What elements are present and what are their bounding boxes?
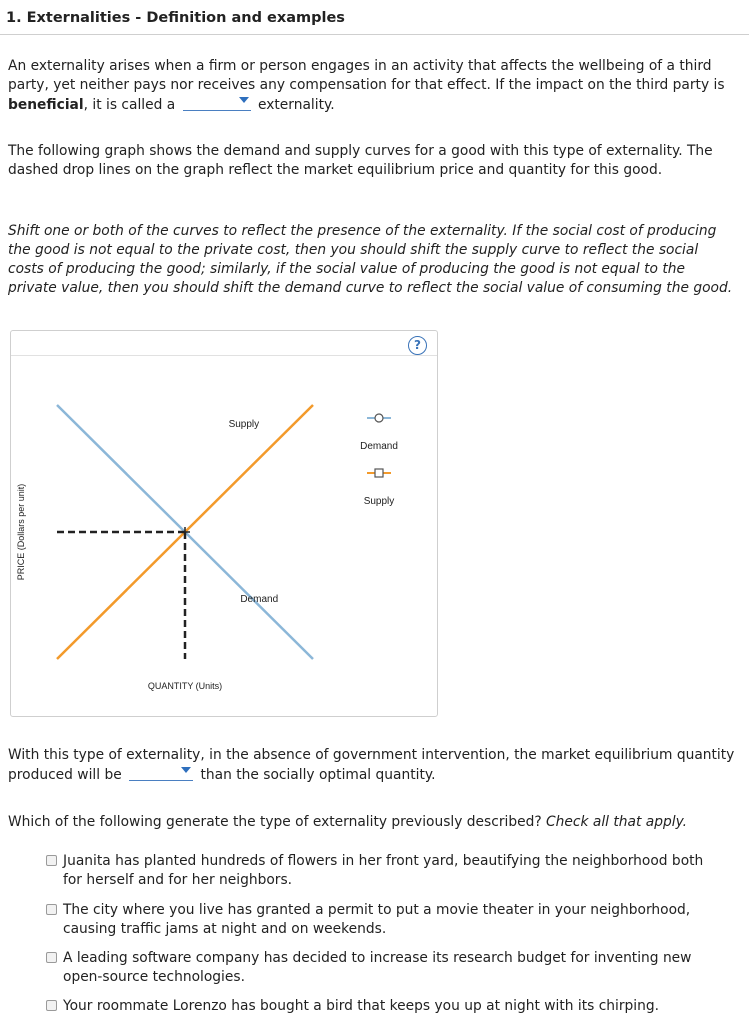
legend-square-marker[interactable] — [375, 469, 383, 477]
option-label: A leading software company has decided to increase its research budget for inventing new open-source technologies. — [63, 950, 692, 985]
supply-curve-label: Supply — [228, 418, 260, 430]
dropdown-caret-icon — [181, 767, 191, 773]
question-title: 1. Externalities - Definition and examples — [6, 10, 345, 26]
intro-paragraph — [8, 57, 736, 115]
legend-label-supply: Supply — [363, 496, 395, 507]
checkbox[interactable] — [46, 855, 57, 866]
q2-text-1: With this type of externality, in the absence of government intervention, the market equilibrium quantity produced will be — [8, 747, 735, 783]
checkbox[interactable] — [46, 1000, 57, 1011]
option-label: The city where you live has granted a permit to put a movie theater in your neighborhood, causing traffic jams at night and on weekends. — [63, 902, 691, 937]
intro-bold-word: beneficial — [8, 97, 84, 113]
q2-text-2: than the socially optimal quantity. — [200, 767, 436, 783]
option-label: Juanita has planted hundreds of flowers in her front yard, beautifying the neighborhood both for herself and for her neighbors. — [63, 853, 704, 888]
graph-intro-paragraph: The following graph shows the demand and supply curves for a good with this type of externality. The dashed drop lines on the graph reflect the market equilibrium price and quantity for this good. — [8, 143, 713, 178]
checkbox[interactable] — [46, 904, 57, 915]
q3-italic-note: Check all that apply. — [546, 814, 688, 830]
intro-text-1: An externality arises when a firm or person engages in an activity that affects the wellbeing of a third party, yet neither pays nor receives any compensation for that effect. If the impact on the third party is — [8, 58, 725, 93]
demand-curve-label: Demand — [240, 594, 279, 606]
y-axis-label: PRICE (Dollars per unit) — [16, 483, 26, 581]
supply-demand-graph[interactable] — [11, 331, 437, 716]
quantity-comparison-dropdown[interactable] — [129, 765, 193, 781]
option-label: Your roommate Lorenzo has bought a bird that keeps you up at night with its chirping. — [63, 998, 660, 1014]
title-divider — [0, 34, 749, 35]
externality-type-dropdown[interactable] — [183, 95, 251, 111]
dropdown-caret-icon — [239, 97, 249, 103]
intro-text-2: , it is called a — [83, 97, 176, 113]
x-axis-label: QUANTITY (Units) — [147, 681, 223, 691]
intro-text-3: externality. — [257, 97, 335, 113]
legend-label-demand: Demand — [360, 441, 398, 452]
graph-panel — [10, 330, 438, 717]
q3-text: Which of the following generate the type of externality previously described? — [8, 814, 547, 830]
q2-paragraph — [8, 746, 736, 785]
legend-circle-marker[interactable] — [375, 414, 383, 422]
instructions-paragraph: Shift one or both of the curves to reflect the presence of the externality. If the social cost of producing the good is not equal to the private cost, then you should shift the supply curve to reflect the social costs of producing the good; similarly, if the social value of producing the good is not equal to the private value, then you should shift the demand curve to reflect the social value of consuming the good. — [8, 223, 733, 296]
help-icon[interactable]: ? — [408, 336, 427, 355]
q3-prompt — [8, 813, 736, 832]
checkbox[interactable] — [46, 952, 57, 963]
